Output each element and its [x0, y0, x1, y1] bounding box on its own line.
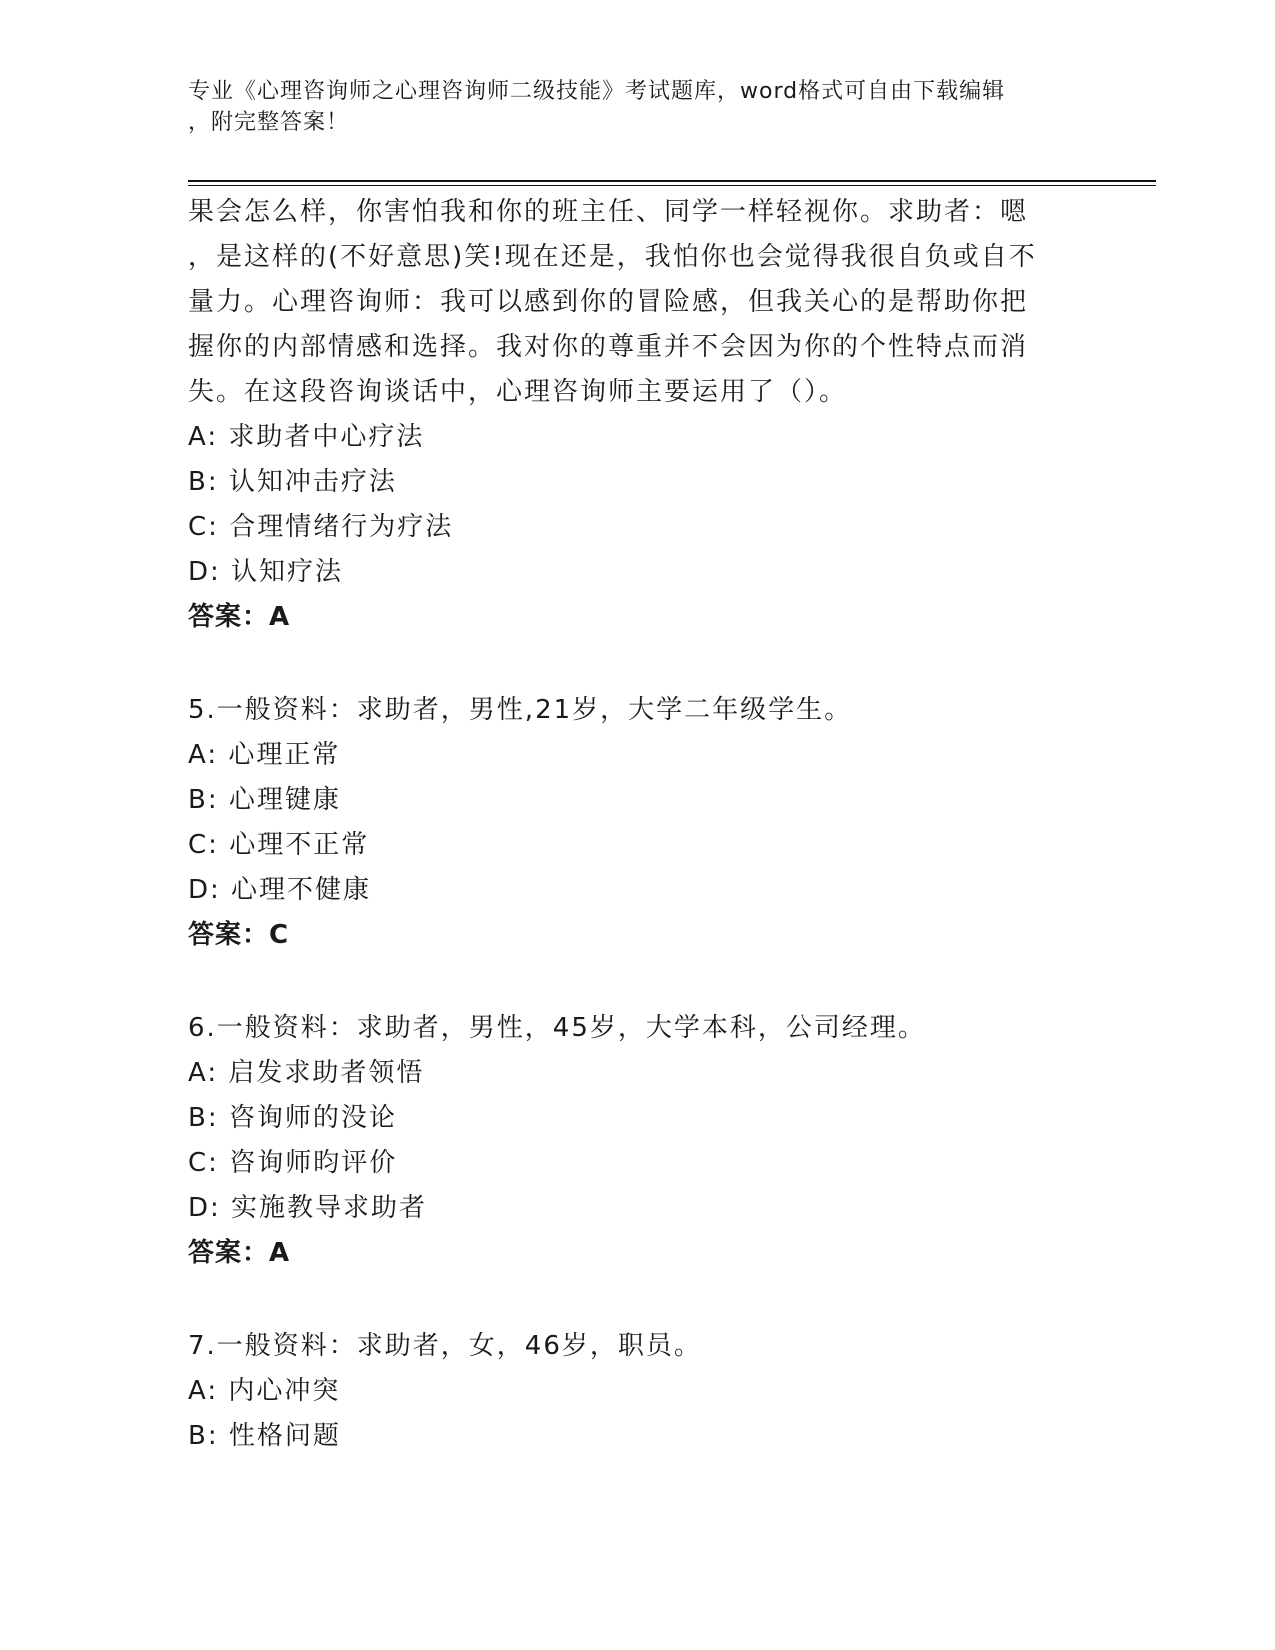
question-text-line: ，是这样的(不好意思)笑!现在还是，我怕你也会觉得我很自负或自不: [188, 242, 1037, 272]
spacer: [188, 1276, 1088, 1324]
option-b: [188, 1096, 1088, 1141]
option-key: B:: [188, 1421, 219, 1451]
option-key: D:: [188, 875, 221, 905]
spacer: [188, 640, 1088, 688]
option-key: A:: [188, 740, 219, 770]
document-header: [188, 76, 1088, 138]
question-stem: 7.一般资料：求助者，女，46岁，职员。: [188, 1331, 702, 1361]
option-key: D:: [188, 1193, 221, 1223]
option-b: [188, 460, 1088, 505]
document-body: [188, 190, 1088, 1459]
option-a: [188, 1051, 1088, 1096]
answer-line: 答案：A: [188, 602, 291, 632]
answer-line: 答案：A: [188, 1238, 291, 1268]
option-c: [188, 505, 1088, 550]
option-key: C:: [188, 830, 219, 860]
option-text: 认知疗法: [231, 557, 344, 587]
option-key: B:: [188, 785, 219, 815]
option-text: 心理不正常: [229, 830, 370, 860]
option-b: [188, 778, 1088, 823]
question-7: [188, 1324, 1088, 1459]
option-text: 咨询师昀评价: [229, 1148, 398, 1178]
option-a: [188, 415, 1088, 460]
option-text: 启发求助者领悟: [228, 1058, 425, 1088]
option-key: A:: [188, 1376, 219, 1406]
answer-line: 答案：C: [188, 920, 290, 950]
option-d: [188, 868, 1088, 913]
option-text: 合理情绪行为疗法: [229, 512, 454, 542]
option-key: C:: [188, 1148, 219, 1178]
option-key: A:: [188, 422, 219, 452]
option-b: [188, 1414, 1088, 1459]
option-d: [188, 1186, 1088, 1231]
question-stem: 6.一般资料：求助者，男性，45岁，大学本科，公司经理。: [188, 1013, 926, 1043]
option-c: [188, 823, 1088, 868]
option-text: 内心冲突: [228, 1376, 341, 1406]
option-c: [188, 1141, 1088, 1186]
option-key: A:: [188, 1058, 219, 1088]
question-5: [188, 688, 1088, 958]
option-text: 心理正常: [228, 740, 341, 770]
question-text-line: 失。在这段咨询谈话中，心理咨询师主要运用了（）。: [188, 377, 848, 407]
header-line-1: 专业《心理咨询师之心理咨询师二级技能》考试题库，word格式可自由下载编辑: [188, 79, 1006, 104]
question-continuation: [188, 190, 1088, 640]
question-text-line: 果会怎么样，你害怕我和你的班主任、同学一样轻视你。求助者：嗯: [188, 197, 1029, 227]
option-key: C:: [188, 512, 219, 542]
question-6: [188, 1006, 1088, 1276]
option-text: 性格问题: [228, 1421, 341, 1451]
question-stem: 5.一般资料：求助者，男性,21岁，大学二年级学生。: [188, 695, 853, 725]
option-a: [188, 1369, 1088, 1414]
option-text: 求助者中心疗法: [228, 422, 425, 452]
header-divider-thin: [188, 185, 1156, 186]
option-text: 心理不健康: [231, 875, 372, 905]
question-text-line: 量力。心理咨询师：我可以感到你的冒险感，但我关心的是帮助你把: [188, 287, 1029, 317]
option-key: B:: [188, 1103, 219, 1133]
option-text: 心理键康: [228, 785, 341, 815]
question-text-line: 握你的内部情感和选择。我对你的尊重并不会因为你的个性特点而消: [188, 332, 1029, 362]
option-a: [188, 733, 1088, 778]
option-key: D:: [188, 557, 221, 587]
option-key: B:: [188, 467, 219, 497]
option-text: 咨询师的没论: [228, 1103, 397, 1133]
option-d: [188, 550, 1088, 595]
option-text: 实施教导求助者: [231, 1193, 428, 1223]
option-text: 认知冲击疗法: [228, 467, 397, 497]
header-line-2: ，附完整答案！: [188, 110, 350, 135]
spacer: [188, 958, 1088, 1006]
header-divider-thick: [188, 180, 1156, 182]
